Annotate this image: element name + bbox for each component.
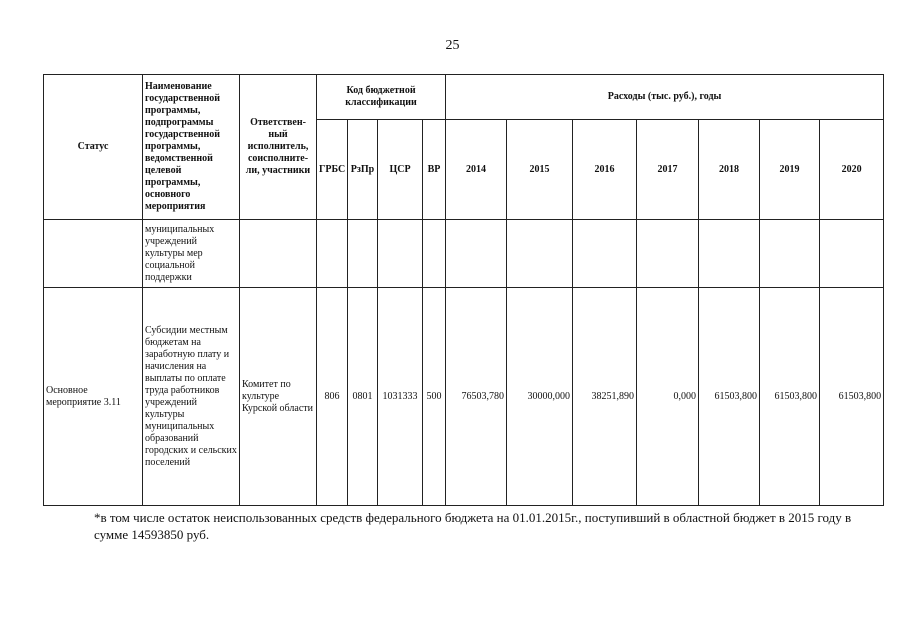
- row-grbs: [317, 220, 348, 288]
- row-value: 61503,800: [699, 288, 760, 506]
- row-value: 38251,890: [573, 288, 637, 506]
- row-csr: [378, 220, 423, 288]
- row-status: Основное мероприятие 3.11: [44, 288, 143, 506]
- row-value: 0,000: [637, 288, 699, 506]
- budget-table: [43, 74, 884, 506]
- header-rzpr: РзПр: [348, 120, 378, 220]
- row-name: Субсидии местным бюджетам на заработную плату и начисления на выплаты по оплате труда работников учреждений культуры муниципальных образований городских и сельских поселений: [143, 288, 240, 506]
- row-vr: 500: [423, 288, 446, 506]
- header-status: Статус: [44, 75, 143, 220]
- header-year: 2018: [699, 120, 760, 220]
- row-csr: 1031333: [378, 288, 423, 506]
- header-vr: ВР: [423, 120, 446, 220]
- header-name: Наименование государственной программы, подпрограммы государственной программы, ведомственной целевой программы, основного мероприятия: [143, 75, 240, 220]
- table-row: [44, 220, 884, 288]
- header-responsible: Ответствен-ный исполнитель, соисполните-ли, участники: [240, 75, 317, 220]
- row-value: [760, 220, 820, 288]
- row-value: 61503,800: [820, 288, 884, 506]
- row-value: [573, 220, 637, 288]
- row-rzpr: 0801: [348, 288, 378, 506]
- row-rzpr: [348, 220, 378, 288]
- row-value: [820, 220, 884, 288]
- table-row: [44, 288, 884, 506]
- header-year: 2017: [637, 120, 699, 220]
- header-year: 2019: [760, 120, 820, 220]
- row-name: муниципальных учреждений культуры мер социальной поддержки: [143, 220, 240, 288]
- row-responsible: [240, 220, 317, 288]
- header-year: 2014: [446, 120, 507, 220]
- row-value: 76503,780: [446, 288, 507, 506]
- row-vr: [423, 220, 446, 288]
- row-value: [446, 220, 507, 288]
- row-responsible: Комитет по культуре Курской области: [240, 288, 317, 506]
- row-grbs: 806: [317, 288, 348, 506]
- header-budget-code: Код бюджетной классификации: [317, 75, 446, 120]
- header-year: 2020: [820, 120, 884, 220]
- row-value: 61503,800: [760, 288, 820, 506]
- header-year: 2015: [507, 120, 573, 220]
- page-number: 25: [445, 38, 460, 53]
- footnote: *в том числе остаток неиспользованных средств федерального бюджета на 01.01.2015г., поступивший в областной бюджет в 2015 году в сумме 14593850 руб.: [94, 510, 852, 542]
- header-grbs: ГРБС: [317, 120, 348, 220]
- row-value: 30000,000: [507, 288, 573, 506]
- row-value: [637, 220, 699, 288]
- row-value: [507, 220, 573, 288]
- header-expenses: Расходы (тыс. руб.), годы: [446, 75, 884, 120]
- header-year: 2016: [573, 120, 637, 220]
- header-csr: ЦСР: [378, 120, 423, 220]
- row-status: [44, 220, 143, 288]
- row-value: [699, 220, 760, 288]
